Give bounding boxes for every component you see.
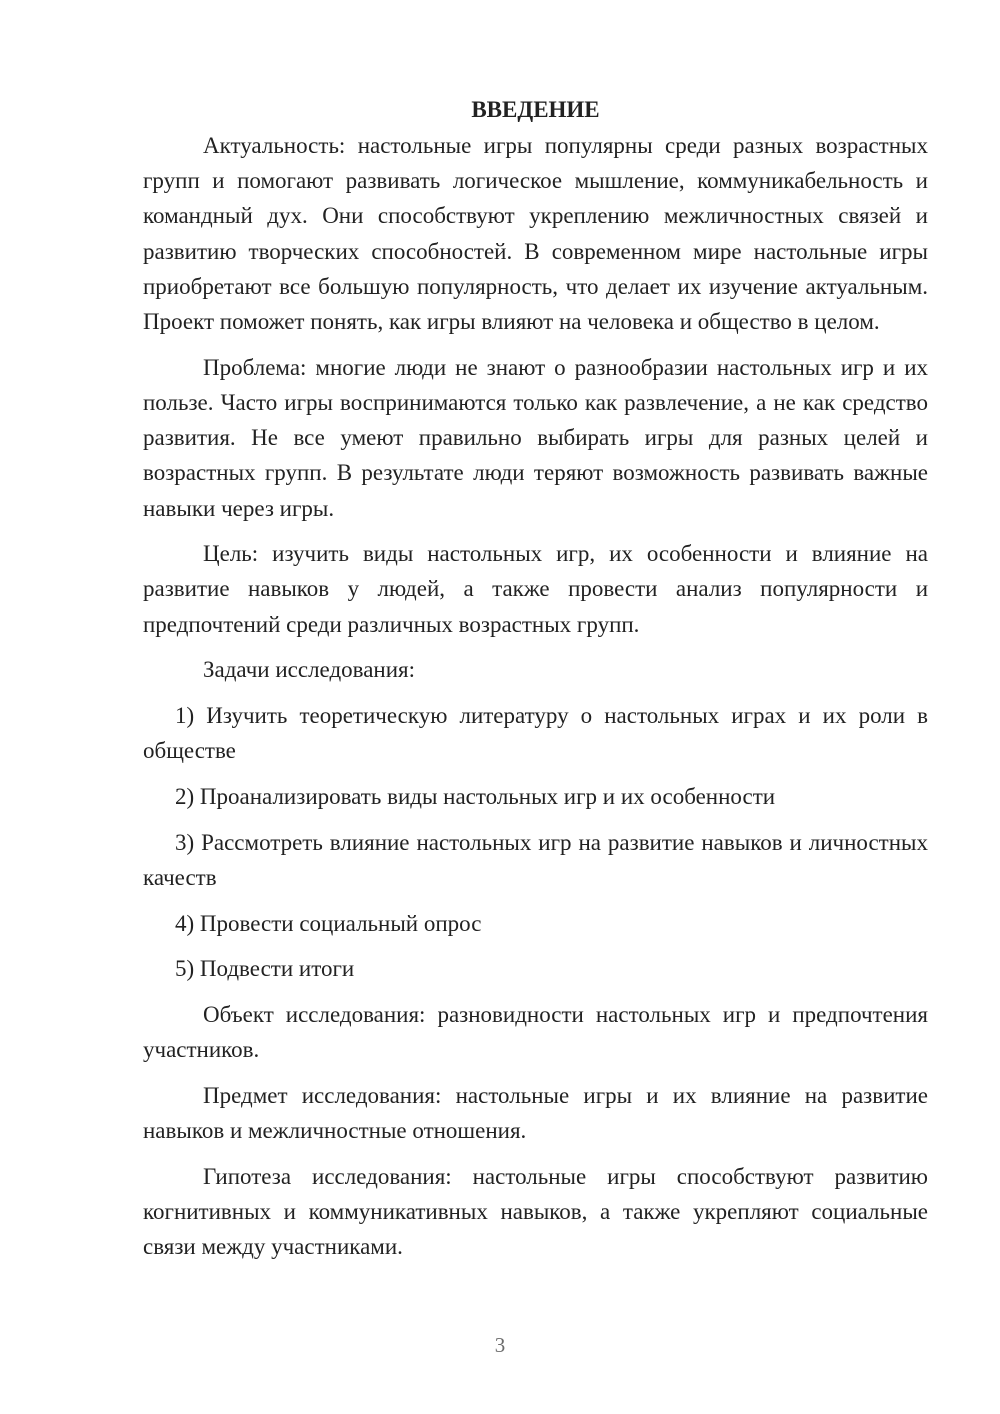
task-item: 3) Рассмотреть влияние настольных игр на развитие навыков и личностных качеств [143,829,928,890]
page-title: ВВЕДЕНИЕ [471,97,600,122]
problem-paragraph: Проблема: многие люди не знают о разнообразии настольных игр и их пользе. Часто игры воспринимаются только как развлечение, а не как средство развития. Не все умеют правильно выбирать игры для разных целей и возрастных групп. В результате люди теряют возможность развивать важные навыки через игры. [143,354,928,521]
hypothesis-paragraph: Гипотеза исследования: настольные игры способствуют развитию когнитивных и коммуникативных навыков, а также укрепляют социальные связи между участниками. [143,1163,928,1260]
object-paragraph: Объект исследования: разновидности настольных игр и предпочтения участников. [143,1001,928,1063]
task-item: 1) Изучить теоретическую литературу о настольных играх и их роли в обществе [143,703,928,764]
page-content [143,92,928,1264]
task-item: 5) Подвести итоги [175,956,355,982]
task-item: 2) Проанализировать виды настольных игр и их особенности [175,783,776,809]
task-item: 4) Провести социальный опрос [175,910,482,936]
subject-paragraph: Предмет исследования: настольные игры и их влияние на развитие навыков и межличностные отношения. [143,1082,928,1144]
relevance-paragraph: Актуальность: настольные игры популярны среди разных возрастных групп и помогают развивать логическое мышление, коммуникабельность и командный дух. Они способствуют укреплению межличностных связей и развитию творческих способностей. В современном мире настольные игры приобретают все большую популярность, что делает их изучение актуальным. Проект поможет понять, как игры влияют на человека и общество в целом. [143,133,928,335]
page-number: 3 [494,1333,506,1357]
tasks-heading: Задачи исследования: [203,657,416,683]
goal-paragraph: Цель: изучить виды настольных игр, их особенности и влияние на развитие навыков у людей, а также провести анализ популярности и предпочтений среди различных возрастных групп. [143,541,928,637]
